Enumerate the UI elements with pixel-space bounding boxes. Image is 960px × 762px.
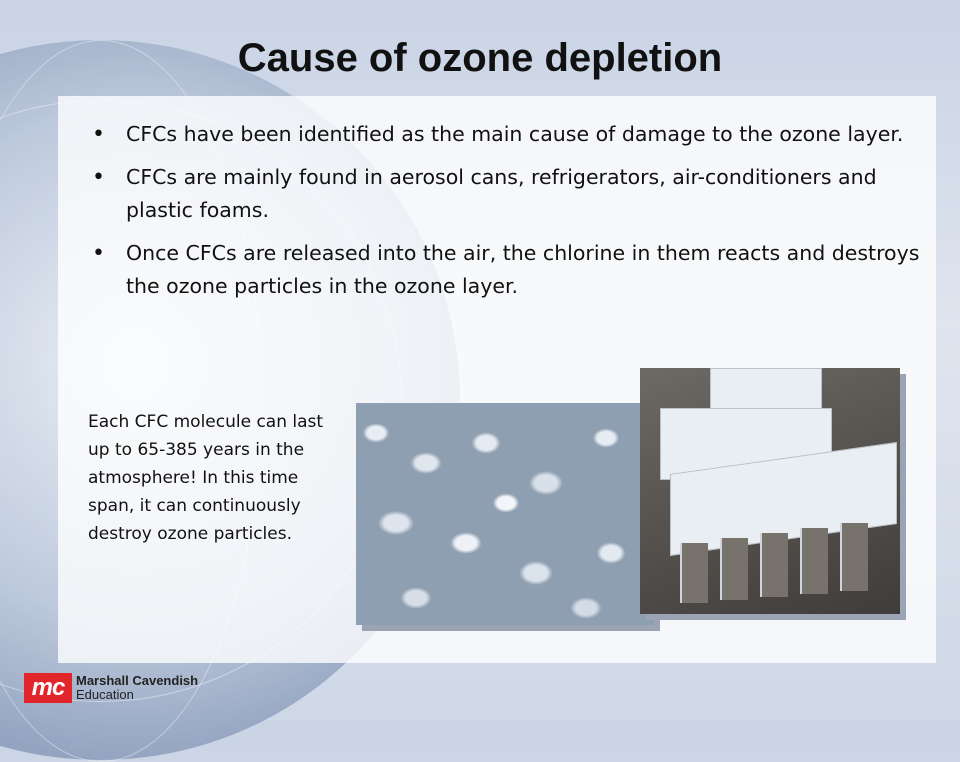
- air-conditioner-image: [640, 368, 900, 614]
- bullet-text: Once CFCs are released into the air, the chlorine in them reacts and destroys the ozone particles in the ozone layer.: [126, 241, 920, 298]
- bullet-item: [92, 118, 950, 151]
- logo-mark: mc: [24, 673, 72, 703]
- bullet-text: CFCs are mainly found in aerosol cans, refrigerators, air-conditioners and plastic foams.: [126, 165, 877, 222]
- bullet-item: [92, 161, 950, 227]
- ac-unit-top: [710, 368, 822, 410]
- ac-vent: [680, 543, 708, 603]
- bullet-item: [92, 237, 950, 303]
- logo-line-2: Education: [76, 687, 134, 702]
- publisher-logo: [24, 672, 198, 704]
- logo-line-1: Marshall Cavendish: [76, 673, 199, 688]
- bullet-marker: •: [92, 122, 105, 147]
- ac-vent: [760, 533, 788, 597]
- foam-peanuts-image: [356, 403, 654, 625]
- bullet-marker: •: [92, 241, 105, 266]
- ac-vent: [800, 528, 828, 594]
- slide-title: Cause of ozone depletion: [237, 36, 723, 80]
- bullet-text: CFCs have been identified as the main cause of damage to the ozone layer.: [126, 122, 904, 146]
- logo-wordmark: [76, 674, 198, 702]
- ac-vent: [840, 523, 868, 591]
- bullet-marker: •: [92, 165, 105, 190]
- ac-vent: [720, 538, 748, 600]
- bullet-list: [92, 118, 950, 313]
- cfc-lifetime-note: Each CFC molecule can last up to 65-385 years in the atmosphere! In this time span, it can continuously destroy ozone particles.: [88, 412, 324, 544]
